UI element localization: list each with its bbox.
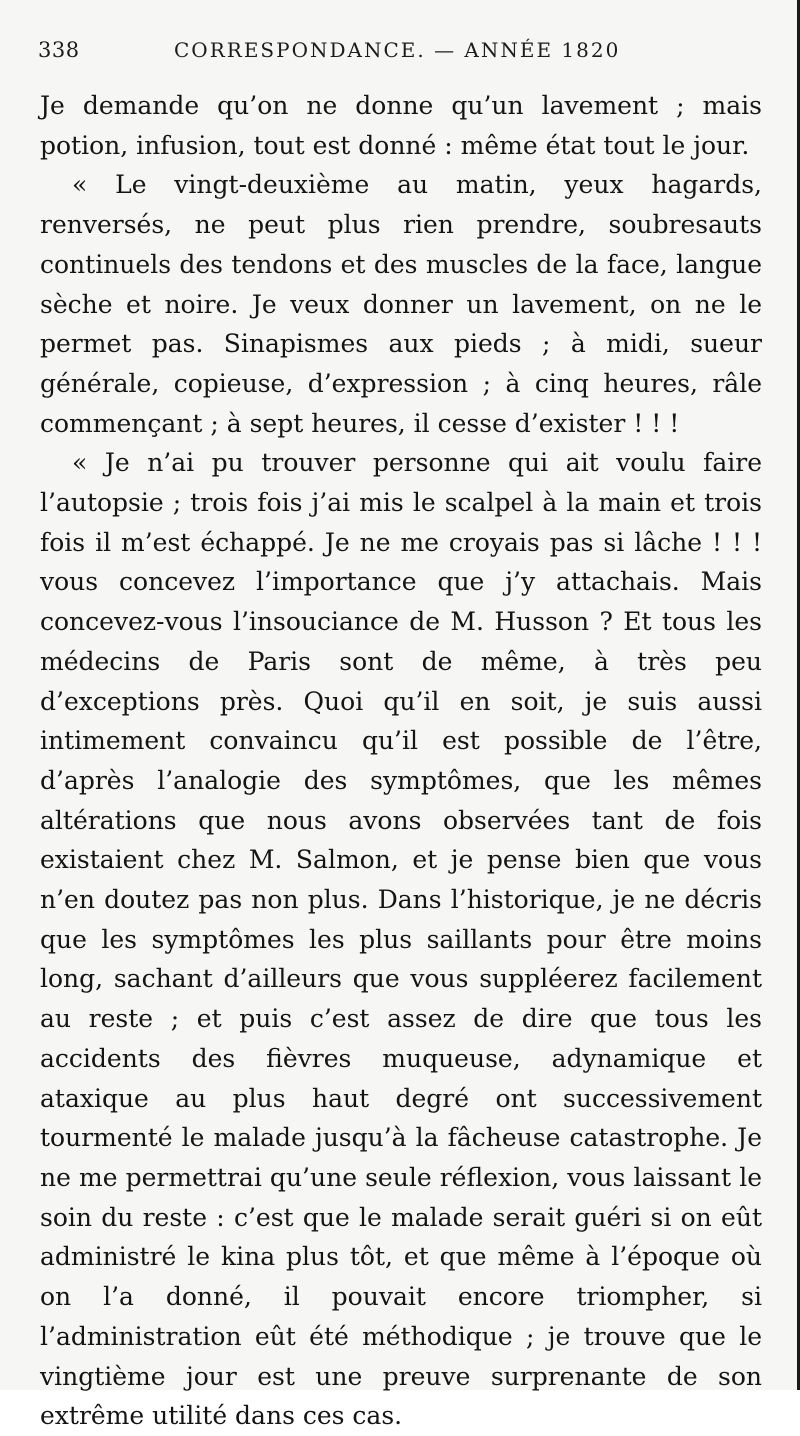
page-number: 338 xyxy=(38,38,80,62)
body-text xyxy=(40,86,762,1436)
page-header xyxy=(38,34,758,70)
paragraph: « Le vingt-deuxième au matin, yeux hagards, renversés, ne peut plus rien prendre, soubresauts continuels des tendons et des muscles de la face, langue sèche et noire. Je veux donner un lavement, on ne le permet pas. Sinapismes aux pieds ; à midi, sueur générale, copieuse, d’expression ; à cinq heures, râle commençant ; à sept heures, il cesse d’exister ! ! ! xyxy=(40,170,762,438)
paragraph: « Je n’ai pu trouver personne qui ait voulu faire l’autopsie ; trois fois j’ai mis le scalpel à la main et trois fois il m’est échappé. Je ne me croyais pas si lâche ! ! ! vous concevez l’importance que j’y attachais. Mais concevez-vous l’insouciance de M. Husson ? Et tous les médecins de Paris sont de même, à très peu d’exceptions près. Quoi qu’il en soit, je suis aussi intimement convaincu qu’il est possible de l’être, d’après l’analogie des symptômes, que les mêmes altérations que nous avons observées tant de fois existaient chez M. Salmon, et je pense bien que vous n’en doutez pas non plus. Dans l’historique, je ne décris que les symptômes les plus saillants pour être moins long, sachant d’ailleurs que vous suppléerez facilement au reste ; et puis c’est assez de dire que tous les accidents des fièvres muqueuse, adynamique et ataxique au plus haut degré ont successivement tourmenté le malade jusqu’à la fâcheuse catastrophe. Je ne me permettrai qu’une seule réflexion, vous laissant le soin du reste : c’est que le malade serait guéri si on eût administré le kina plus tôt, et que même à l’époque où on l’a donné, il pouvait encore triompher, si l’administration eût été méthodique ; je trouve que le vingtième jour est une preuve surprenante de son extrême utilité dans ces cas. xyxy=(40,448,762,1431)
paragraph: Je demande qu’on ne donne qu’un lavement ; mais potion, infusion, tout est donné : même état tout le jour. xyxy=(40,91,762,160)
running-title: CORRESPONDANCE. — ANNÉE 1820 xyxy=(174,38,621,62)
